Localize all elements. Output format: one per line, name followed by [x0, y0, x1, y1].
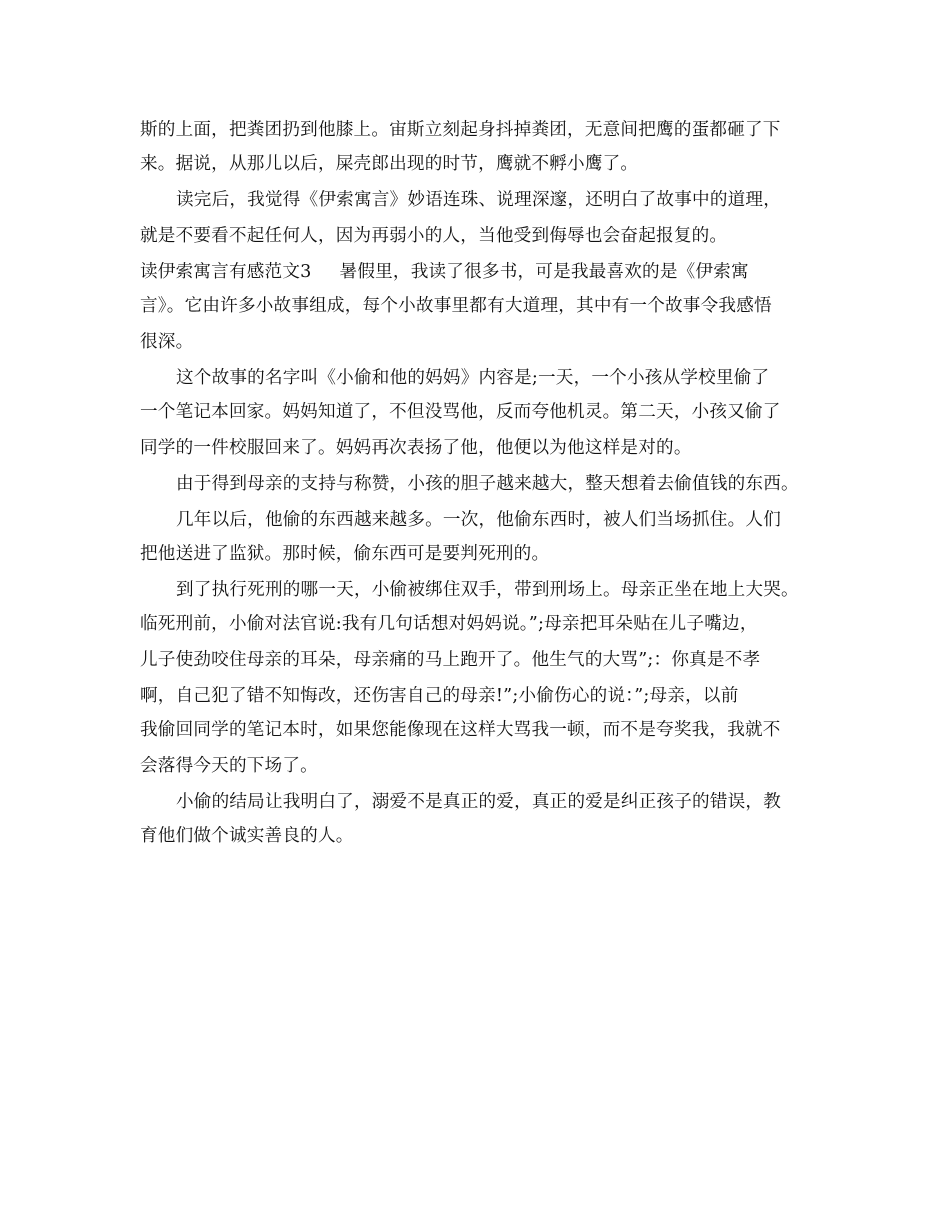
text-line: 临死刑前，小偷对法官说:我有几句话想对妈妈说。”;母亲把耳朵贴在儿子嘴边， [140, 614, 758, 634]
text-line: 啊，自己犯了错不知悔改，还伤害自己的母亲!”;小偷伤心的说：”;母亲，以前 [140, 686, 739, 706]
text-line: 同学的一件校服回来了。妈妈再次表扬了他，他便以为他这样是对的。 [140, 438, 692, 458]
text-line: 儿子使劲咬住母亲的耳朵，母亲痛的马上跑开了。他生气的大骂”;：你真是不孝 [140, 650, 761, 670]
text-line: 这个故事的名字叫《小偷和他的妈妈》内容是;一天，一个小孩从学校里偷了 [176, 368, 770, 388]
text-line: 把他送进了监狱。那时候，偷东西可是要判死刑的。 [140, 544, 550, 564]
text-line: 会落得今天的下场了。 [140, 756, 318, 776]
text-line: 很深。 [140, 332, 194, 352]
text-line: 来。据说，从那儿以后，屎壳郎出现的时节，鹰就不孵小鹰了。 [140, 154, 639, 174]
text-line: 斯的上面，把粪团扔到他膝上。宙斯立刻起身抖掉粪团，无意间把鹰的蛋都砸了下 [140, 120, 781, 140]
text-line: 小偷的结局让我明白了，溺爱不是真正的爱，真正的爱是纠正孩子的错误，教 [176, 792, 781, 812]
section-intro-text: 暑假里，我读了很多书，可是我最喜欢的是《伊索寓 [339, 262, 749, 282]
text-line: 我偷回同学的笔记本时，如果您能像现在这样大骂我一顿，而不是夸奖我，我就不 [140, 720, 781, 740]
text-line: 几年以后，他偷的东西越来越多。一次，他偷东西时，被人们当场抓住。人们 [176, 510, 781, 530]
text-line: 读完后，我觉得《伊索寓言》妙语连珠、说理深邃，还明白了故事中的道理， [176, 190, 781, 210]
section-heading-line [140, 255, 820, 289]
text-line: 到了执行死刑的哪一天，小偷被绑住双手，带到刑场上。母亲正坐在地上大哭。 [176, 580, 799, 600]
text-line: 就是不要看不起任何人，因为再弱小的人，当他受到侮辱也会奋起报复的。 [140, 226, 728, 246]
text-line: 言》。它由许多小故事组成，每个小故事里都有大道理，其中有一个故事令我感悟 [140, 296, 772, 316]
text-line: 由于得到母亲的支持与称赞，小孩的胆子越来越大，整天想着去偷值钱的东西。 [176, 474, 799, 494]
text-line: 育他们做个诚实善良的人。 [140, 826, 354, 846]
section-heading: 读伊索寓言有感范文3 [140, 262, 312, 282]
text-line: 一个笔记本回家。妈妈知道了，不但没骂他，反而夸他机灵。第二天，小孩又偷了 [140, 402, 781, 422]
